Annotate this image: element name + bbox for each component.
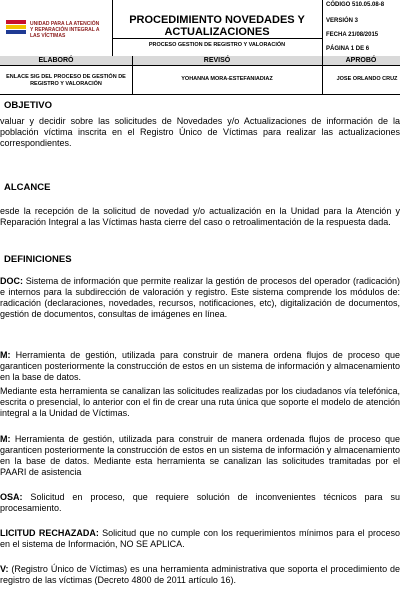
section-objetivo-title: OBJETIVO <box>4 100 53 111</box>
approval-header-row <box>0 56 400 66</box>
version-label: VERSIÓN 3 <box>326 18 359 24</box>
definition-m1: M: Herramienta de gestión, utilizada para construir de manera ordena flujos de proceso que garanticen posteriormente la construcción de estos en un sistema de información y almacenamiento en la base de datos. <box>0 350 400 382</box>
col-aprobo: APROBÓ <box>345 57 377 64</box>
process-subtitle: PROCESO GESTION DE REGISTRO Y VALORACIÓN <box>148 42 286 48</box>
fecha-label: FECHA 21/08/2015 <box>326 32 379 38</box>
section-definiciones-title: DEFINICIONES <box>4 254 72 265</box>
aprobo-value: JOSE ORLANDO CRUZ <box>336 76 398 82</box>
codigo-label: CÓDIGO 510.05.08-8 <box>326 2 385 8</box>
definition-m2: M: Herramienta de gestión, utilizada para construir de manera ordenada flujos de proceso que garanticen posteriormente la construcción de estos en un sistema de información y almacenamiento en la base de datos. Mediante esta herramienta se canalizan las solicitudes tramitadas por el PAARI de asistencia <box>0 434 400 477</box>
section-objetivo-text: valuar y decidir sobre las solicitudes de Novedades y/o Actualizaciones de información de la población víctima inscrita en el Registro Único de Víctimas para realizar las actualizaciones correspondientes. <box>0 116 400 148</box>
reviso-value: YOHANNA MORA-ESTEFANIADIAZ <box>181 76 273 82</box>
col-reviso: REVISÓ <box>203 57 231 64</box>
definition-doc: DOC: Sistema de información que permite realizar la gestión de procesos del operador (radicación) e internos para la subdirección de valoración y registro. Este sistema comprende los módulos de: radicación (declaraciones, novedades, recursos, notificaciones, etc), digitalización de documentos, gestión de documentos, consultas de imágenes en línea. <box>0 276 400 319</box>
definition-ruv: V: (Registro Único de Víctimas) es una herramienta administrativa que soporta el procedimiento de registro de las víctimas (Decreto 4800 de 2011 artículo 16). <box>0 564 400 585</box>
section-alcance-text: esde la recepción de la solicitud de novedad y/o actualización en la Unidad para la Atención y Reparación Integral a las Víctimas hasta cierre del caso o retroalimentación de la respuesta dada. <box>0 206 400 227</box>
logo-text: UNIDAD PARA LA ATENCIÓN Y REPARACIÓN INTEGRAL A LAS VÍCTIMAS <box>30 21 100 39</box>
logo-cell <box>0 0 113 56</box>
header-top-row <box>0 0 400 57</box>
definition-osa: OSA: Solicitud en proceso, que requiere solución de inconvenientes técnicos para su procesamiento. <box>0 492 400 513</box>
approval-values-row <box>0 66 400 95</box>
document-title: PROCEDIMIENTO NOVEDADES Y ACTUALIZACIONES <box>129 14 305 38</box>
definition-solicitud-rechazada: LICITUD RECHAZADA: Solicitud que no cumple con los requerimientos mínimos para el proceso en el sistema de Información, NO SE APLICA. <box>0 528 400 549</box>
pagina-label: PÁGINA 1 DE 6 <box>326 46 370 52</box>
col-elaboro: ELABORÓ <box>38 57 74 64</box>
title-cell <box>112 0 323 56</box>
elaboro-value: ENLACE SIG DEL PROCESO DE GESTIÓN DE REGISTRO Y VALORACIÓN <box>6 74 126 87</box>
definition-m1-extra: Mediante esta herramienta se canalizan las solicitudes realizadas por los ciudadanos vía telefónica, escrita o presencial, lo anterior con el fin de crear una ruta única que soporte el modelo de atención integral a la Unidad de Víctimas. <box>0 386 400 418</box>
section-alcance-title: ALCANCE <box>4 182 51 193</box>
meta-cell <box>322 0 400 56</box>
flag-logo-icon <box>6 20 26 36</box>
